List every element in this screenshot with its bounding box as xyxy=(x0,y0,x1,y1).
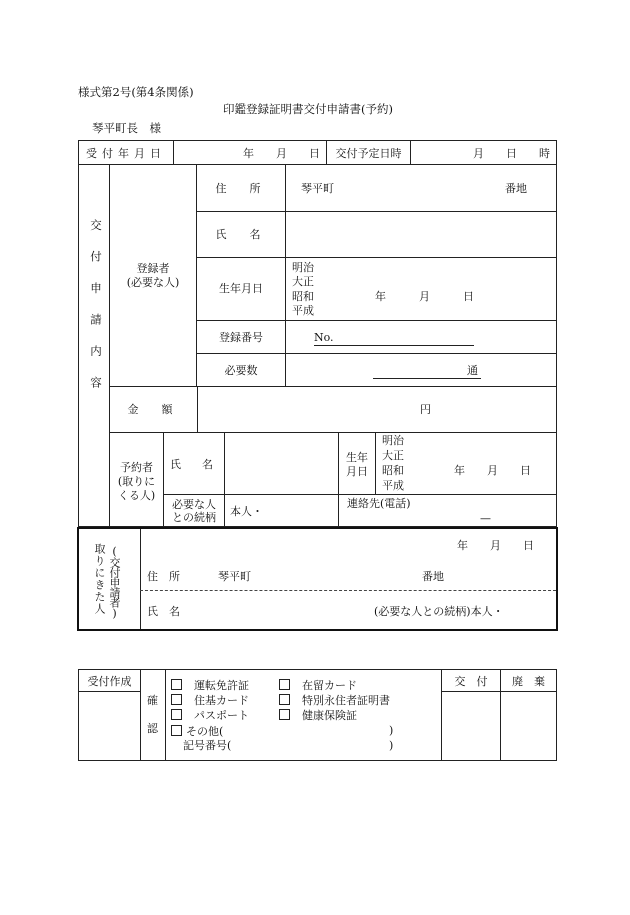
scheduled-date-field[interactable]: 月 日 時 xyxy=(411,141,557,165)
address-label: 住 所 xyxy=(215,182,267,195)
booker-era-0: 明治 xyxy=(382,434,404,447)
top-row-table xyxy=(78,140,557,165)
booker-era-1: 大正 xyxy=(382,449,404,462)
scheduled-date-label: 交付予定日時 xyxy=(327,141,411,165)
pickup-side-label: (交付申請者) xyxy=(108,545,121,619)
pickup-name-field[interactable] xyxy=(189,593,359,627)
received-by-label: 受付作成 xyxy=(87,675,132,688)
record-number-label: 記号番号( xyxy=(183,739,232,752)
booker-name-field[interactable] xyxy=(225,433,339,494)
id-option-special-resident[interactable]: 特別永住者証明書 xyxy=(279,694,390,706)
application-side-label: 交付申請内容 xyxy=(89,219,103,408)
booker-birth-label: 生年 月日 xyxy=(346,451,368,478)
checkbox-icon[interactable] xyxy=(171,725,182,736)
issue-label: 交 付 xyxy=(454,675,488,688)
name-field[interactable] xyxy=(286,212,556,257)
id-option-passport[interactable]: パスポート xyxy=(171,709,249,721)
relation-value[interactable]: 本人・ xyxy=(230,505,263,518)
addressee: 琴平町長 様 xyxy=(92,121,161,135)
birth-ymd[interactable]: 年 月 日 xyxy=(375,290,474,303)
era-2: 昭和 xyxy=(292,290,314,303)
era-1: 大正 xyxy=(292,275,314,288)
reg-no-label: 登録番号 xyxy=(219,331,263,344)
address-value[interactable]: 琴平町 xyxy=(301,182,334,195)
count-unit: 通 xyxy=(467,364,478,377)
checkbox-icon[interactable] xyxy=(171,694,182,705)
pickup-section xyxy=(77,527,558,631)
discard-label: 廃 棄 xyxy=(512,675,545,688)
pickup-address-suffix: 番地 xyxy=(422,570,444,583)
received-by-field[interactable] xyxy=(79,692,140,760)
office-section xyxy=(78,669,557,761)
amount-label: 金 額 xyxy=(127,403,179,416)
other-close-paren: ) xyxy=(389,724,394,737)
application-section xyxy=(78,165,557,527)
pickup-name-label: 氏 名 xyxy=(147,605,180,618)
form-number: 様式第2号(第4条関係) xyxy=(78,85,194,99)
birth-label: 生年月日 xyxy=(219,282,263,295)
booker-label: 予約者 (取りに くる人) xyxy=(117,461,156,502)
row-booker-name xyxy=(164,433,557,495)
pickup-address-label: 住 所 xyxy=(147,570,180,583)
count-underline[interactable] xyxy=(373,378,481,379)
record-close-paren: ) xyxy=(389,739,394,752)
confirm-label: 確 認 xyxy=(147,694,158,735)
name-label: 氏 名 xyxy=(215,228,267,241)
registrant-label: 登録者 (必要な人) xyxy=(126,262,180,289)
pickup-address-value[interactable]: 琴平町 xyxy=(218,570,251,583)
pickup-dashed-divider xyxy=(140,590,556,591)
reg-no-prefix: No. xyxy=(314,331,334,344)
checkbox-icon[interactable] xyxy=(171,709,182,720)
booker-era-3: 平成 xyxy=(382,479,404,492)
address-suffix: 番地 xyxy=(505,182,527,195)
row-name xyxy=(197,212,557,258)
pickup-relation[interactable]: (必要な人との続柄)本人・ xyxy=(374,605,504,618)
contact-label: 連絡先(電話) xyxy=(347,497,411,510)
booker-era-2: 昭和 xyxy=(382,464,404,477)
id-option-other[interactable]: その他( xyxy=(171,725,223,737)
reg-no-underline[interactable] xyxy=(314,345,474,346)
id-option-license[interactable]: 運転免許証 xyxy=(171,679,249,691)
booker-name-label: 氏 名 xyxy=(170,458,218,471)
booker-birth-ymd[interactable]: 年 月 日 xyxy=(454,464,531,477)
row-booker-relation xyxy=(164,495,557,526)
count-label: 必要数 xyxy=(224,364,258,377)
checkbox-icon[interactable] xyxy=(171,679,182,690)
row-address xyxy=(197,165,557,212)
era-0: 明治 xyxy=(292,261,314,274)
pickup-date[interactable]: 年 月 日 xyxy=(457,539,534,552)
relation-label: 必要な人 との続柄 xyxy=(172,498,216,524)
received-date-field[interactable]: 年 月 日 xyxy=(174,141,327,165)
checkbox-icon[interactable] xyxy=(279,694,290,705)
form-title: 印鑑登録証明書交付申請書(予約) xyxy=(223,102,393,116)
issue-field[interactable] xyxy=(442,692,499,760)
discard-field[interactable] xyxy=(500,692,557,760)
checkbox-icon[interactable] xyxy=(279,679,290,690)
amount-unit: 円 xyxy=(420,403,431,416)
pickup-side-label-2: 取りにきた人 xyxy=(93,543,106,615)
id-option-residence-card[interactable]: 在留カード xyxy=(279,679,357,691)
id-option-juki-card[interactable]: 住基カード xyxy=(171,694,249,706)
row-amount xyxy=(109,387,557,433)
row-count xyxy=(197,354,557,387)
row-birth xyxy=(197,258,557,321)
id-option-health-insurance[interactable]: 健康保険証 xyxy=(279,709,357,721)
row-reg-no xyxy=(197,321,557,354)
received-date-label: 受付年月日 xyxy=(79,141,174,165)
era-3: 平成 xyxy=(292,304,314,317)
checkbox-icon[interactable] xyxy=(279,709,290,720)
contact-value[interactable]: — xyxy=(480,512,491,525)
